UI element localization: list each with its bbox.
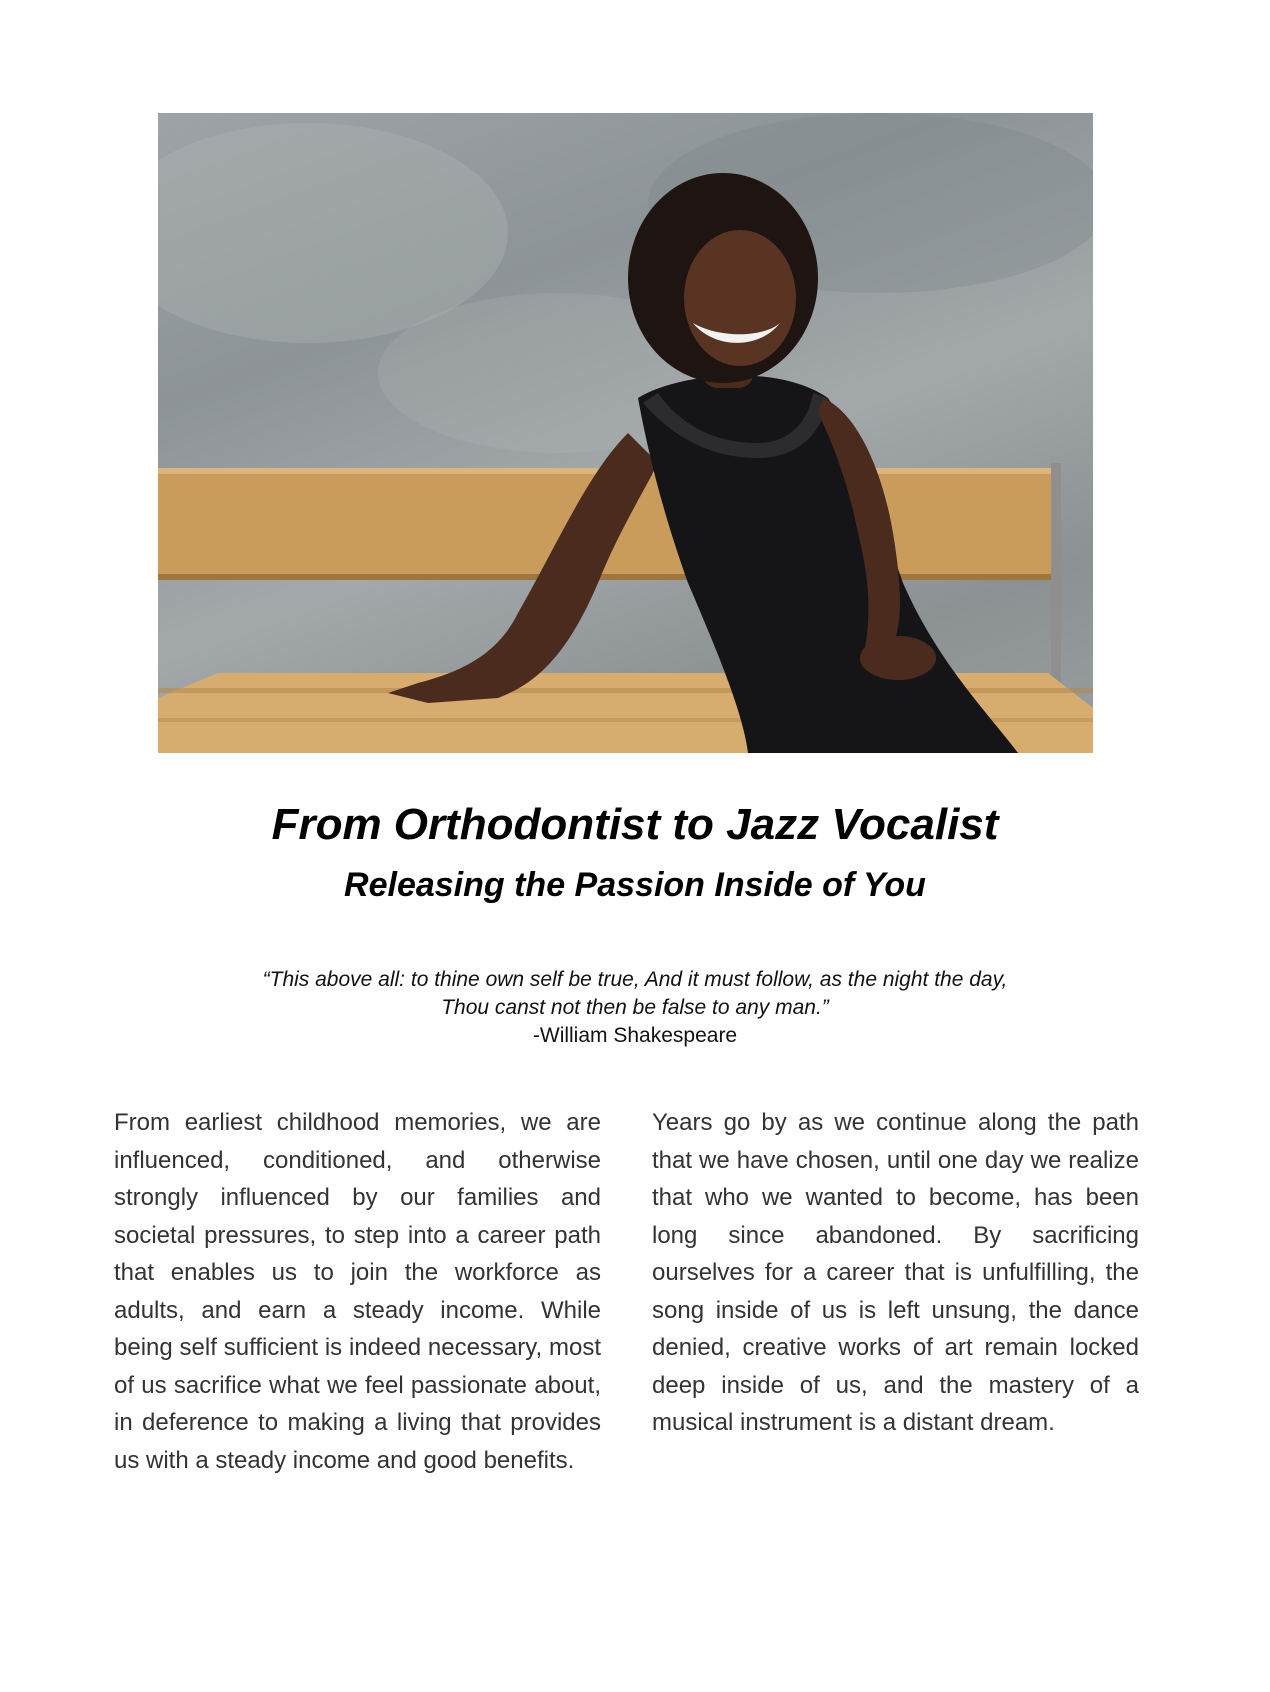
article-title: From Orthodontist to Jazz Vocalist [271, 800, 999, 849]
body-column-left: From earliest childhood memories, we are influenced, conditioned, and otherwise strongly influenced by our families and societal pressures, to step into a career path that enables us to join the workforce as adults, and earn a steady income. While being self sufficient is indeed necessary, most of us sacrifice what we feel passionate about, in deference to making a living that provides us with a steady income and good benefits. [114, 1109, 601, 1474]
epigraph-quote [0, 966, 1270, 1050]
portrait-photo [158, 113, 1093, 753]
article-subtitle: Releasing the Passion Inside of You [344, 866, 926, 904]
quote-line-1: “This above all: to thine own self be true, And it must follow, as the night the day, [262, 968, 1008, 991]
quote-line-2: Thou canst not then be false to any man.” [441, 996, 829, 1019]
portrait-photo-icon [158, 113, 1093, 753]
body-column-right: Years go by as we continue along the path that we have chosen, until one day we realize that who we wanted to become, has been long since abandoned. By sacrificing ourselves for a career that is unfulfilling, the song inside of us is left unsung, the dance denied, creative works of art remain locked deep inside of us, and the mastery of a musical instrument is a distant dream. [652, 1109, 1139, 1436]
quote-attribution: -William Shakespeare [532, 1024, 738, 1047]
